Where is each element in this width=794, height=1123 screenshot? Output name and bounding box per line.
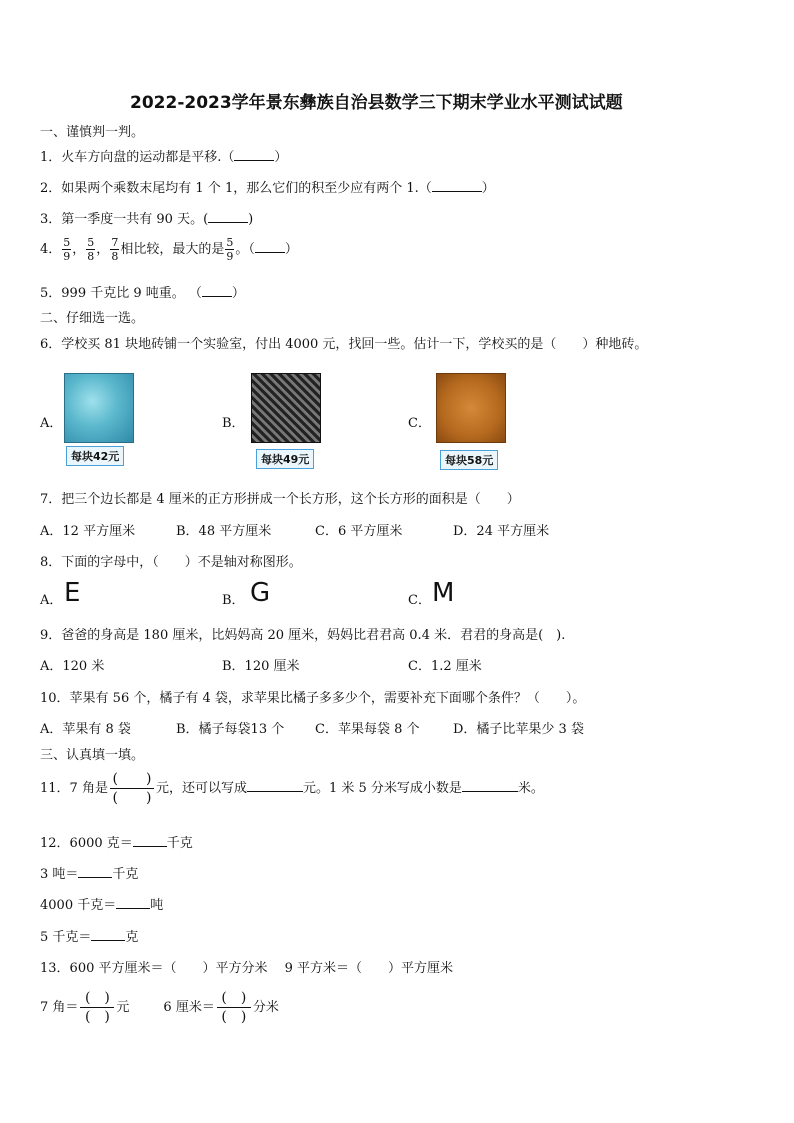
- answer-blank[interactable]: [91, 940, 125, 941]
- q6-option-c-label[interactable]: C．: [408, 416, 431, 431]
- letter-g: G: [250, 578, 271, 608]
- tile-image-b: [251, 373, 321, 443]
- question-10: 10．苹果有 56 个，橘子有 4 袋，求苹果比橘子多多少个，需要补充下面哪个条件？（ ）。: [40, 691, 586, 706]
- letter-e: E: [64, 578, 81, 608]
- answer-blank[interactable]: [255, 252, 285, 253]
- answer-blank[interactable]: [234, 160, 274, 161]
- q7-option-c[interactable]: C．6 平方厘米: [315, 524, 403, 539]
- fraction: $\frac{5}{8}$: [87, 236, 95, 263]
- q6-option-a-label[interactable]: A．: [40, 416, 63, 431]
- q7-option-a[interactable]: A．12 平方厘米: [40, 524, 136, 539]
- question-9: 9．爸爸的身高是 180 厘米，比妈妈高 20 厘米，妈妈比君君高 0.4 米．君君的身高是( ).: [40, 628, 566, 643]
- q10-option-b[interactable]: B．橘子每袋13 个: [176, 722, 285, 737]
- question-13: 13．600 平方厘米＝（ ）平方分米 9 平方米＝（ ）平方厘米: [40, 961, 454, 976]
- letter-m: M: [432, 578, 455, 608]
- section-3-heading: 三、认真填一填。: [40, 748, 145, 763]
- q10-option-a[interactable]: A．苹果有 8 袋: [40, 722, 131, 737]
- q6-option-b-label[interactable]: B．: [222, 416, 245, 431]
- tile-image-a: [64, 373, 134, 443]
- answer-blank[interactable]: [133, 846, 167, 847]
- q7-option-b[interactable]: B．48 平方厘米: [176, 524, 272, 539]
- q10-option-d[interactable]: D．橘子比苹果少 3 袋: [453, 722, 584, 737]
- answer-blank[interactable]: [462, 791, 518, 792]
- q9-option-b[interactable]: B．120 厘米: [222, 659, 300, 674]
- q8-option-b-label[interactable]: B．: [222, 593, 245, 608]
- q8-option-c-label[interactable]: C．: [408, 593, 431, 608]
- question-7: 7．把三个边长都是 4 厘米的正方形拼成一个长方形，这个长方形的面积是（ ）: [40, 492, 520, 507]
- question-2: 2．如果两个乘数末尾均有 1 个 1，那么它们的积至少应有两个 1.（ ）: [40, 181, 495, 196]
- q9-option-a[interactable]: A．120 米: [40, 659, 105, 674]
- page-title: 2022-2023学年景东彝族自治县数学三下期末学业水平测试试题: [130, 93, 623, 113]
- question-4: 4． $\frac{5}{9}$ ， $\frac{5}{8}$ ， $\frac{7}{8}$ 相比较，最大的是 $\frac{5}{9}$ 。（ ）: [40, 236, 298, 263]
- answer-blank[interactable]: [78, 877, 112, 878]
- fraction: $\frac{7}{8}$: [111, 236, 119, 263]
- q9-option-c[interactable]: C．1.2 厘米: [408, 659, 482, 674]
- question-5: 5．999 千克比 9 吨重。 （ ）: [40, 286, 245, 301]
- price-tag-a: 每块42元: [66, 446, 124, 466]
- question-12-line-3: 4000 千克＝ 吨: [40, 898, 164, 913]
- fraction-blank[interactable]: ( ) ( ): [80, 990, 114, 1025]
- section-2-heading: 二、仔细选一选。: [40, 311, 145, 326]
- question-11: 11．7 角是 ( ) ( ) 元，还可以写成 元。1 米 5 分米写成小数是 米。: [40, 771, 544, 806]
- question-12-line-1: 12．6000 克＝ 千克: [40, 836, 193, 851]
- answer-blank[interactable]: [208, 222, 248, 223]
- question-12-line-4: 5 千克＝ 克: [40, 930, 139, 945]
- answer-blank[interactable]: [247, 791, 303, 792]
- q10-option-c[interactable]: C．苹果每袋 8 个: [315, 722, 420, 737]
- fraction: $\frac{5}{9}$: [226, 236, 234, 263]
- section-1-heading: 一、谨慎判一判。: [40, 125, 145, 140]
- fraction-blank[interactable]: ( ) ( ): [217, 990, 251, 1025]
- question-6: 6．学校买 81 块地砖铺一个实验室，付出 4000 元，找回一些。估计一下，学校买的是（ ）种地砖。: [40, 337, 648, 352]
- question-13-fractions: 7 角＝ ( ) ( ) 元 6 厘米＝ ( ) ( ) 分米: [40, 990, 279, 1025]
- question-3: 3．第一季度一共有 90 天。( ): [40, 212, 254, 227]
- question-8: 8．下面的字母中，（ ）不是轴对称图形。: [40, 555, 302, 570]
- q7-option-d[interactable]: D．24 平方厘米: [453, 524, 550, 539]
- answer-blank[interactable]: [432, 191, 482, 192]
- fraction-blank[interactable]: ( ) ( ): [110, 771, 154, 806]
- question-12-line-2: 3 吨＝ 千克: [40, 867, 139, 882]
- fraction: $\frac{5}{9}$: [63, 236, 71, 263]
- answer-blank[interactable]: [202, 296, 232, 297]
- tile-image-c: [436, 373, 506, 443]
- q8-option-a-label[interactable]: A．: [40, 593, 63, 608]
- price-tag-c: 每块58元: [440, 450, 498, 470]
- price-tag-b: 每块49元: [256, 449, 314, 469]
- answer-blank[interactable]: [116, 908, 150, 909]
- question-1: 1．火车方向盘的运动都是平移.（ ）: [40, 150, 288, 165]
